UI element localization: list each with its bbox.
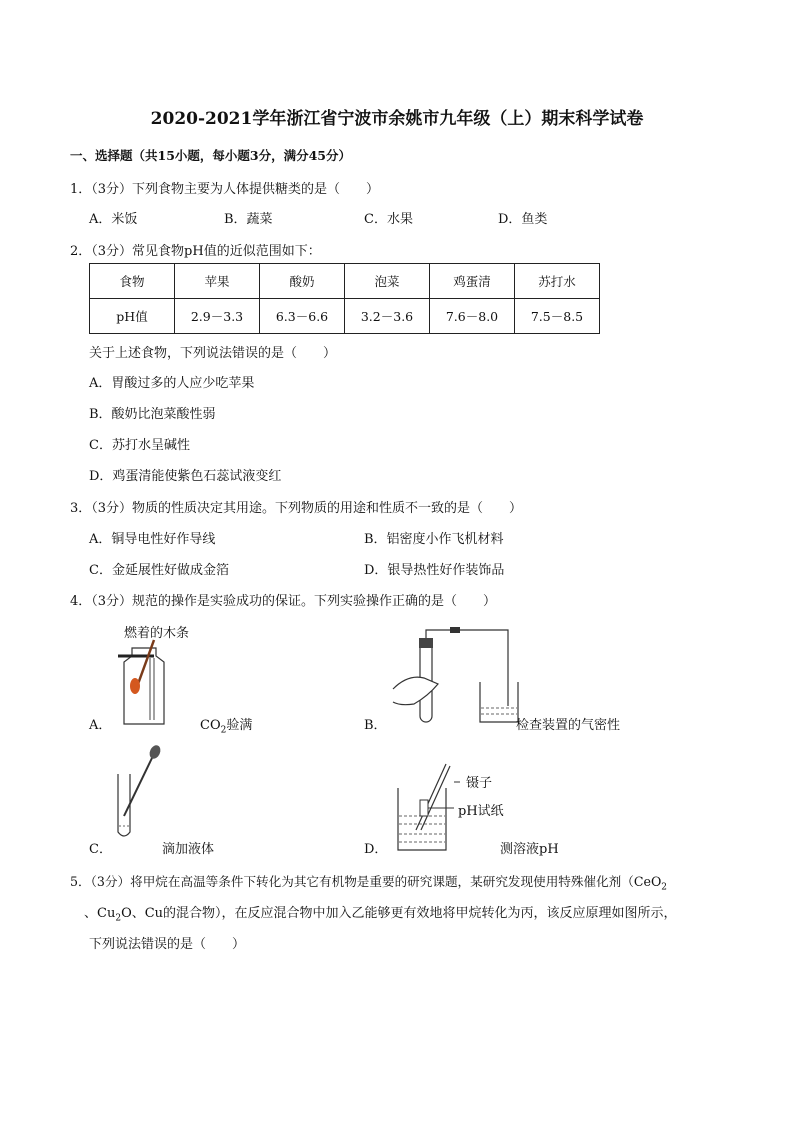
ph-table: [89, 263, 600, 334]
question-3-option-d: D．银导热性好作装饰品: [364, 563, 505, 578]
burning-stick-label: 燃着的木条: [124, 626, 190, 641]
question-1-option-d: D．鱼类: [498, 212, 548, 227]
table-cell: 7.6－8.0: [430, 299, 515, 334]
question-2-substem: 关于上述食物，下列说法错误的是（ ）: [89, 346, 337, 361]
question-1-option-c: C．水果: [364, 212, 413, 227]
question-3-stem: 3．（3分）物质的性质决定其用途。下列物质的用途和性质不一致的是（ ）: [70, 501, 523, 516]
question-4-option-c-letter: C．: [89, 842, 112, 857]
question-2-option-c: C．苏打水呈碱性: [89, 438, 190, 453]
dropper-test-tube-illustration: [110, 744, 170, 844]
table-cell: 泡菜: [345, 264, 430, 299]
tweezers-label: 镊子: [466, 776, 493, 791]
table-cell: 苹果: [175, 264, 260, 299]
question-5-line-1: 5．（3分）将甲烷在高温等条件下转化为其它有机物是重要的研究课题，某研究发现使用特殊催化剂（CeO$_2$: [70, 874, 667, 893]
table-cell: 6.3－6.6: [260, 299, 345, 334]
section-heading: 一、选择题（共15小题，每小题3分，满分45分）: [70, 148, 351, 163]
table-cell: pH值: [90, 299, 175, 334]
table-cell: 苏打水: [515, 264, 600, 299]
gas-bottle-illustration: [110, 640, 180, 730]
question-4-option-d-caption: 测溶液pH: [500, 842, 559, 857]
question-2-option-a: A．胃酸过多的人应少吃苹果: [89, 376, 255, 391]
question-2-option-d: D．鸡蛋清能使紫色石蕊试液变红: [89, 469, 282, 484]
table-cell: 酸奶: [260, 264, 345, 299]
question-4-option-a-letter: A．: [89, 718, 112, 733]
question-4-option-b-letter: B．: [364, 718, 387, 733]
question-4-option-d-letter: D．: [364, 842, 388, 857]
question-3-option-b: B．铝密度小作飞机材料: [364, 532, 504, 547]
question-3-option-c: C．金延展性好做成金箔: [89, 563, 229, 578]
airtightness-apparatus-illustration: [388, 634, 523, 729]
question-3-option-a: A．铜导电性好作导线: [89, 532, 216, 547]
table-cell: 鸡蛋清: [430, 264, 515, 299]
ph-table-header-row: [90, 264, 600, 299]
question-2-option-b: B．酸奶比泡菜酸性弱: [89, 407, 216, 422]
question-4-option-a-caption: $CO_2$验满: [200, 718, 253, 736]
question-4-stem: 4．（3分）规范的操作是实验成功的保证。下列实验操作正确的是（ ）: [70, 594, 497, 609]
ph-paper-label: pH试纸: [458, 804, 504, 819]
question-1-stem: 1．（3分）下列食物主要为人体提供糖类的是（ ）: [70, 182, 380, 197]
question-2-stem: 2．（3分）常见食物pH值的近似范围如下：: [70, 244, 321, 259]
question-4-option-c-caption: 滴加液体: [162, 842, 215, 857]
question-1-option-a: A．米饭: [89, 212, 138, 227]
table-cell: 7.5－8.5: [515, 299, 600, 334]
table-cell: 食物: [90, 264, 175, 299]
table-cell: 3.2－3.6: [345, 299, 430, 334]
question-1-option-b: B．蔬菜: [224, 212, 273, 227]
table-cell: 2.9－3.3: [175, 299, 260, 334]
ph-table-value-row: [90, 299, 600, 334]
question-5-line-3: 下列说法错误的是（ ）: [89, 937, 246, 952]
question-5-line-2: 、$Cu_2O$、Cu的混合物），在反应混合物中加入乙能够更有效地将甲烷转化为丙，该反应原理如图所示，: [84, 906, 677, 924]
question-4-option-b-caption: 检查装置的气密性: [516, 718, 621, 733]
page-title: 2020-2021学年浙江省宁波市余姚市九年级（上）期末科学试卷: [150, 109, 644, 129]
